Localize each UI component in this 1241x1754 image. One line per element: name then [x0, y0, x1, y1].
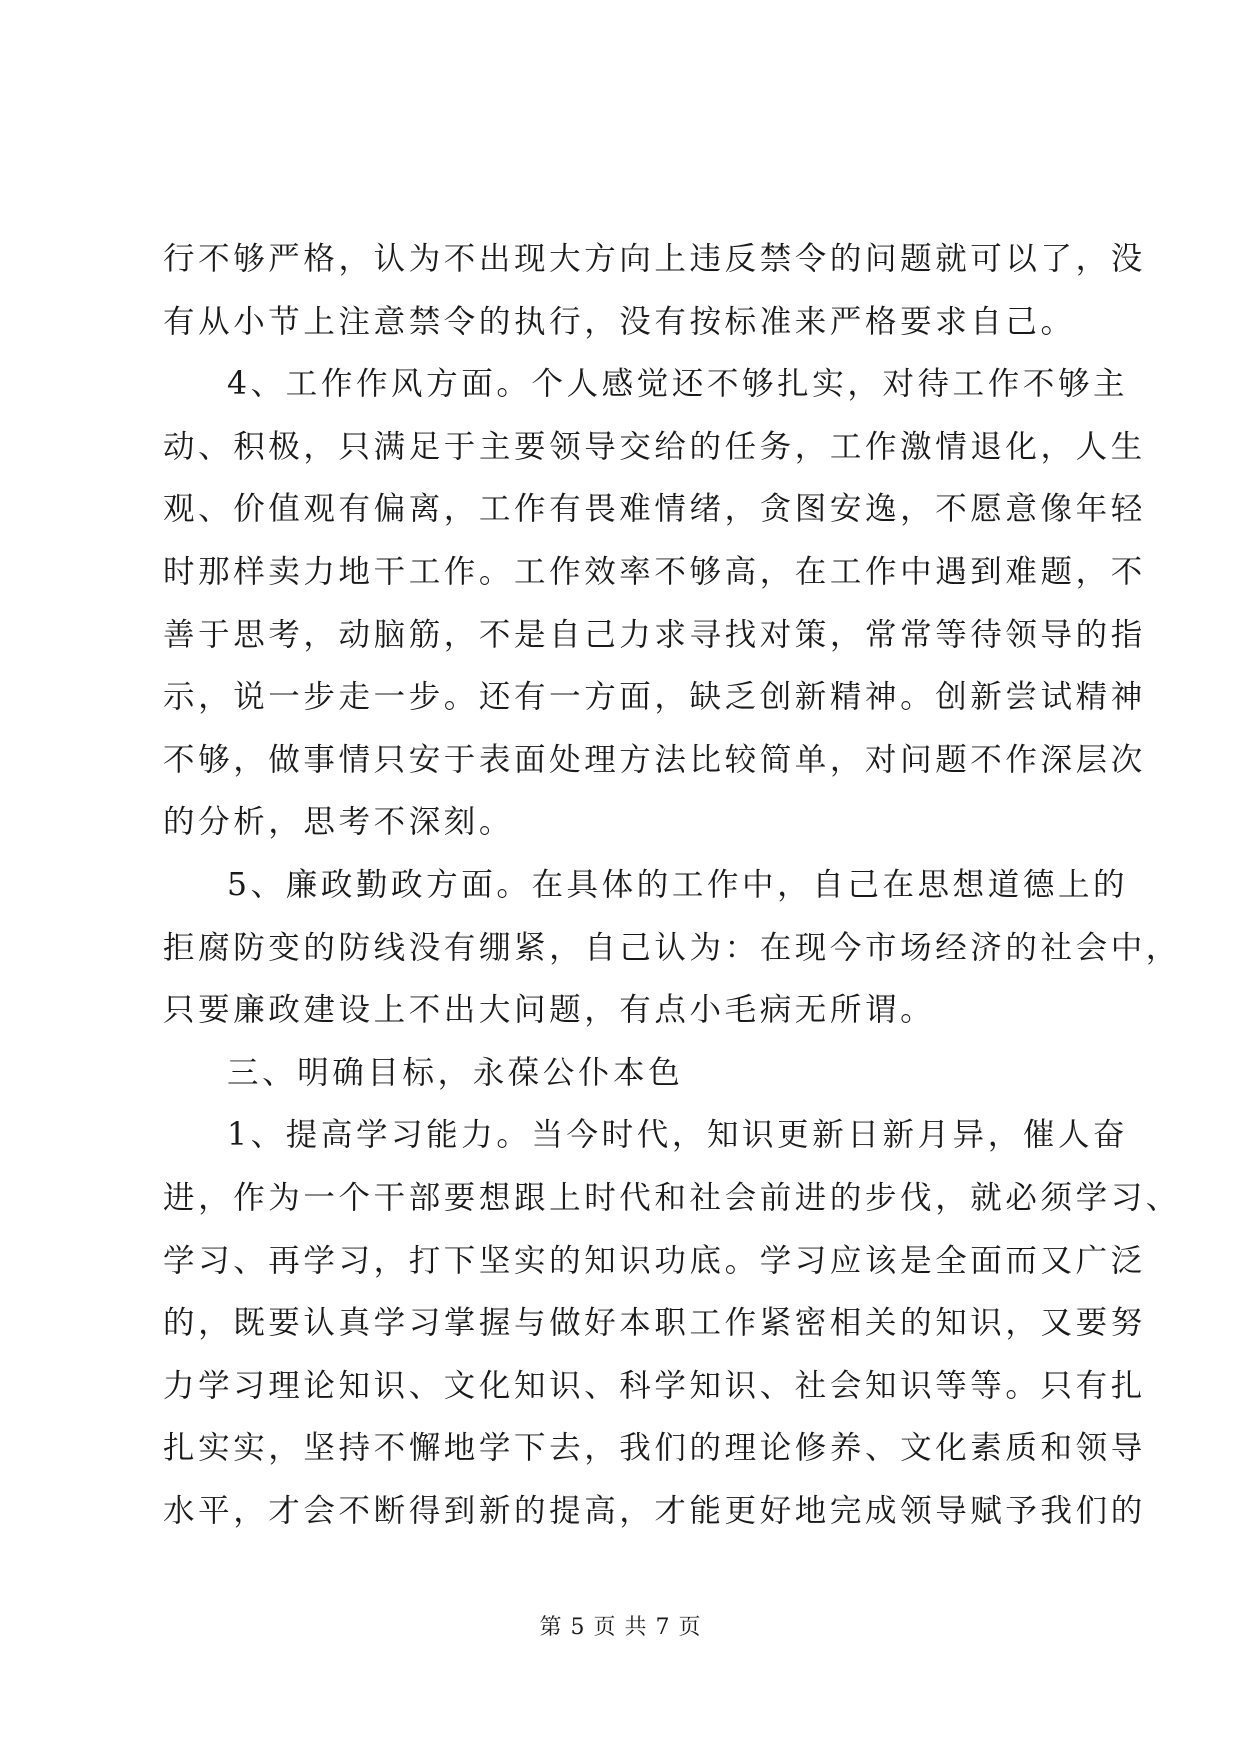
text-line: 善于思考，动脑筋，不是自己力求寻找对策，常常等待领导的指 — [163, 616, 1146, 653]
section-heading: 三、明确目标，永葆公仆本色 — [227, 1054, 684, 1091]
text-line: 拒腐防变的防线没有绷紧，自己认为：在现今市场经济的社会中， — [163, 929, 1181, 966]
text-line: 的分析，思考不深刻。 — [163, 804, 515, 841]
text-line: 有从小节上注意禁令的执行，没有按标准来严格要求自己。 — [163, 303, 1076, 340]
paragraph-first-line: 5、廉政勤政方面。在具体的工作中，自己在思想道德上的 — [227, 866, 1129, 903]
text-line: 只要廉政建设上不出大问题，有点小毛病无所谓。 — [163, 992, 936, 1029]
text-line: 动、积极，只满足于主要领导交给的任务，工作激情退化，人生 — [163, 428, 1146, 465]
text-line: 示，说一步走一步。还有一方面，缺乏创新精神。创新尝试精神 — [163, 679, 1146, 716]
page-number-footer: 第 5 页 共 7 页 — [539, 1615, 702, 1640]
text-line: 力学习理论知识、文化知识、科学知识、社会知识等等。只有扎 — [163, 1367, 1146, 1404]
text-line: 不够，做事情只安于表面处理方法比较简单，对问题不作深层次 — [163, 741, 1146, 778]
paragraph-first-line: 1、提高学习能力。当今时代，知识更新日新月异，催人奋 — [227, 1117, 1129, 1154]
text-line: 时那样卖力地干工作。工作效率不够高，在工作中遇到难题，不 — [163, 553, 1146, 590]
paragraph-first-line: 4、工作作风方面。个人感觉还不够扎实，对待工作不够主 — [227, 366, 1129, 403]
text-line: 扎实实，坚持不懈地学下去，我们的理论修养、文化素质和领导 — [163, 1430, 1146, 1467]
text-line: 进，作为一个干部要想跟上时代和社会前进的步伐，就必须学习、 — [163, 1179, 1181, 1216]
text-line: 水平，才会不断得到新的提高，才能更好地完成领导赋予我们的 — [163, 1492, 1146, 1529]
text-line: 学习、再学习，打下坚实的知识功底。学习应该是全面而又广泛 — [163, 1242, 1146, 1279]
text-line: 观、价值观有偏离，工作有畏难情绪，贪图安逸，不愿意像年轻 — [163, 491, 1146, 528]
text-line: 行不够严格，认为不出现大方向上违反禁令的问题就可以了，没 — [163, 241, 1146, 277]
text-line: 的，既要认真学习掌握与做好本职工作紧密相关的知识，又要努 — [163, 1305, 1146, 1342]
document-body — [163, 228, 1181, 1542]
